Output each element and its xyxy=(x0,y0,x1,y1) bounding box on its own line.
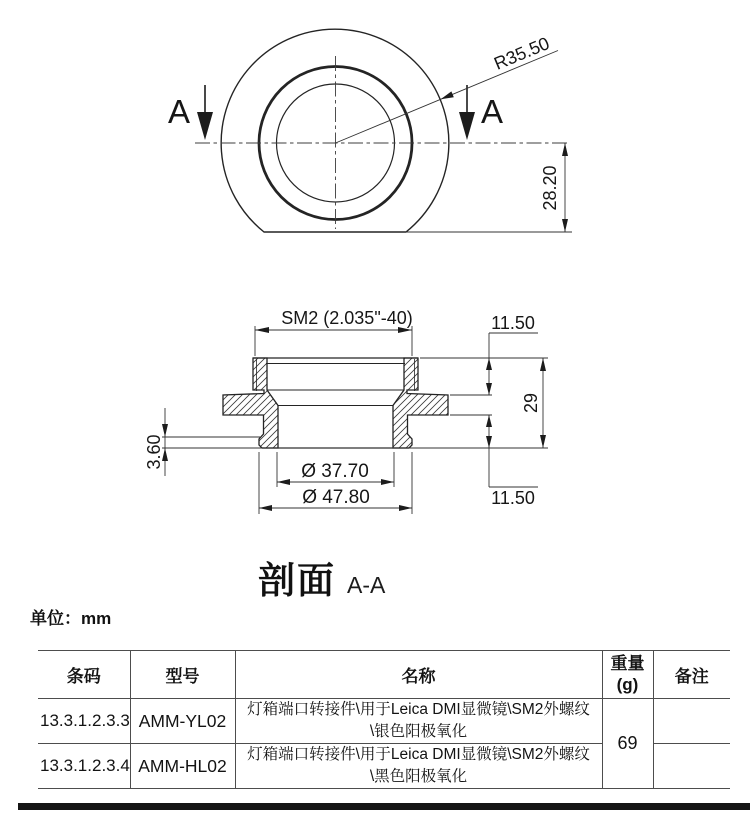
thread-dimension-label: SM2 (2.035"-40) xyxy=(281,308,413,328)
cell-name: 灯箱端口转接件\用于Leica DMI显微镜\SM2外螺纹\黑色阳极氧化 xyxy=(235,744,602,789)
arrowhead-icon xyxy=(277,479,290,485)
outer-diameter-label: Ø 47.80 xyxy=(302,487,370,508)
radius-dimension-label: R35.50 xyxy=(491,33,553,74)
upper-depth-label: 11.50 xyxy=(491,313,535,333)
section-view xyxy=(144,308,548,514)
top-view xyxy=(168,29,572,232)
section-wall-right xyxy=(393,358,448,448)
lower-depth-label: 11.50 xyxy=(491,488,535,508)
cell-model: AMM-YL02 xyxy=(130,699,235,744)
cell-barcode: 13.3.1.2.3.4 xyxy=(38,744,130,789)
header-weight-line2: (g) xyxy=(616,674,639,694)
cell-barcode: 13.3.1.2.3.3 xyxy=(38,699,130,744)
section-title-suffix: A-A xyxy=(347,572,386,598)
arrowhead-icon xyxy=(399,505,412,511)
bottom-border-bar xyxy=(18,803,750,810)
cell-model: AMM-HL02 xyxy=(130,744,235,789)
lip-height-label: 3.60 xyxy=(144,434,164,470)
arrowhead-icon xyxy=(259,505,272,511)
offset-dimension-label: 28.20 xyxy=(540,165,560,211)
parts-table xyxy=(38,650,730,789)
inner-diameter-label: Ø 37.70 xyxy=(301,461,369,482)
arrowhead-icon xyxy=(381,479,394,485)
cell-name: 灯箱端口转接件\用于Leica DMI显微镜\SM2外螺纹\银色阳极氧化 xyxy=(235,699,602,744)
section-title-text: 剖面 xyxy=(258,560,336,601)
header-weight-line1: 重量 xyxy=(610,654,645,674)
table-header-row xyxy=(38,651,730,699)
header-barcode: 条码 xyxy=(38,651,130,699)
header-remark: 备注 xyxy=(653,651,730,699)
section-wall-left xyxy=(223,358,278,448)
section-marker-left: A xyxy=(167,93,191,130)
header-model: 型号 xyxy=(130,651,235,699)
arrowhead-icon xyxy=(540,358,546,371)
cell-weight-merged: 69 xyxy=(602,699,653,789)
header-weight xyxy=(602,651,653,699)
arrowhead-icon xyxy=(562,219,568,232)
units-label: 单位：mm xyxy=(30,609,112,628)
table-row xyxy=(38,699,730,744)
section-title xyxy=(258,550,385,604)
section-arrow-right-icon xyxy=(459,112,475,140)
arrowhead-icon xyxy=(255,327,269,333)
radius-arrowhead-icon xyxy=(441,91,454,99)
cell-remark xyxy=(653,699,730,744)
arrowhead-icon xyxy=(486,436,492,448)
arrowhead-icon xyxy=(486,415,492,427)
header-name: 名称 xyxy=(235,651,602,699)
arrowhead-icon xyxy=(540,435,546,448)
arrowhead-icon xyxy=(486,383,492,395)
overall-height-label: 29 xyxy=(521,392,541,414)
section-arrow-left-icon xyxy=(197,112,213,140)
cell-remark xyxy=(653,744,730,789)
arrowhead-icon xyxy=(486,358,492,370)
section-marker-right: A xyxy=(480,93,504,130)
arrowhead-icon xyxy=(562,143,568,156)
